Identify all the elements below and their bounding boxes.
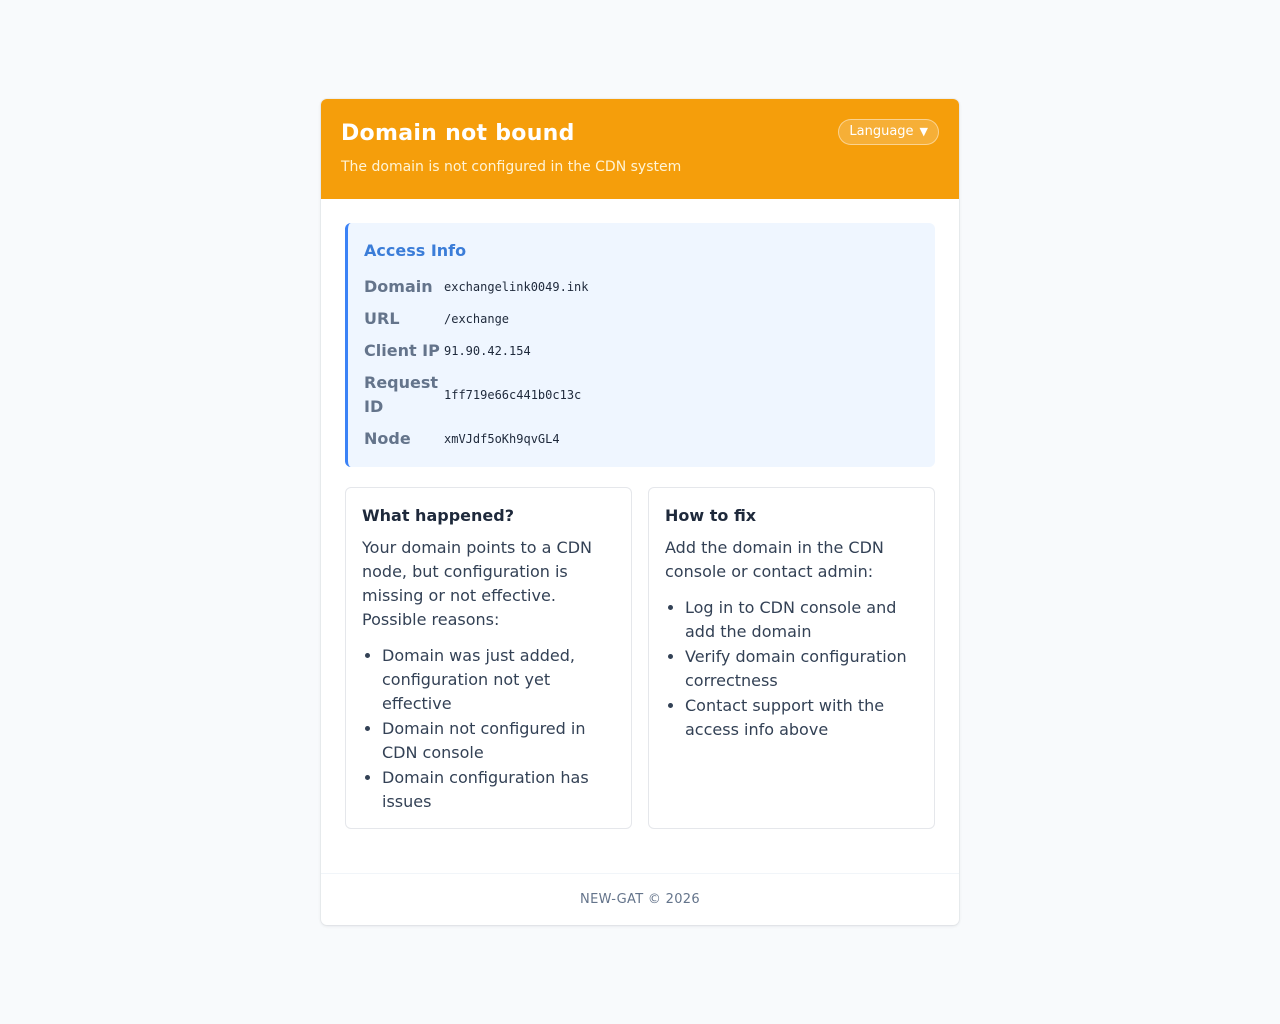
info-label: Client IP <box>364 341 440 360</box>
what-happened-title: What happened? <box>362 506 514 525</box>
what-happened-panel <box>345 487 632 829</box>
info-label: URL <box>364 309 400 328</box>
info-row-domain <box>364 275 589 299</box>
list-item: • Domain was just added, configuration not yet effective <box>382 644 616 716</box>
how-to-fix-panel <box>648 487 935 829</box>
list-item: • Log in to CDN console and add the domain <box>685 596 919 644</box>
reasons-list <box>362 644 616 815</box>
how-to-fix-title: How to fix <box>665 506 757 525</box>
fix-steps-list <box>665 596 919 743</box>
info-label: Domain <box>364 277 433 296</box>
list-item: • Domain configuration has issues <box>382 766 616 814</box>
access-info-title: Access Info <box>364 241 467 260</box>
how-to-fix-body: Add the domain in the CDN console or contact admin: <box>665 538 884 581</box>
chevron-down-icon: ▼ <box>919 125 928 138</box>
what-happened-body: Your domain points to a CDN node, but configuration is missing or not effective. Possible reasons: <box>362 538 592 629</box>
page-subtitle: The domain is not configured in the CDN system <box>341 159 682 175</box>
info-row-request-id <box>364 371 581 419</box>
footer-copyright: NEW-GAT © 2026 <box>321 873 959 925</box>
list-item: • Contact support with the access info above <box>685 694 919 742</box>
card-header <box>321 99 959 199</box>
page-title: Domain not bound <box>341 121 575 146</box>
access-info-box <box>345 223 935 467</box>
info-row-url <box>364 307 509 331</box>
info-row-node <box>364 427 560 451</box>
info-label: Node <box>364 429 411 448</box>
info-value: exchangelink0049.ink <box>444 280 589 294</box>
info-value: 91.90.42.154 <box>444 344 531 358</box>
info-value: 1ff719e66c441b0c13c <box>444 388 582 402</box>
info-row-client-ip <box>364 339 531 363</box>
language-label: Language <box>849 124 914 139</box>
info-label: Request ID <box>364 373 439 416</box>
list-item: • Verify domain configuration correctness <box>685 645 919 693</box>
language-button[interactable] <box>838 119 939 145</box>
info-value: xmVJdf5oKh9qvGL4 <box>444 432 560 446</box>
list-item: • Domain not configured in CDN console <box>382 717 616 765</box>
error-card <box>321 99 959 925</box>
info-value: /exchange <box>444 312 510 326</box>
